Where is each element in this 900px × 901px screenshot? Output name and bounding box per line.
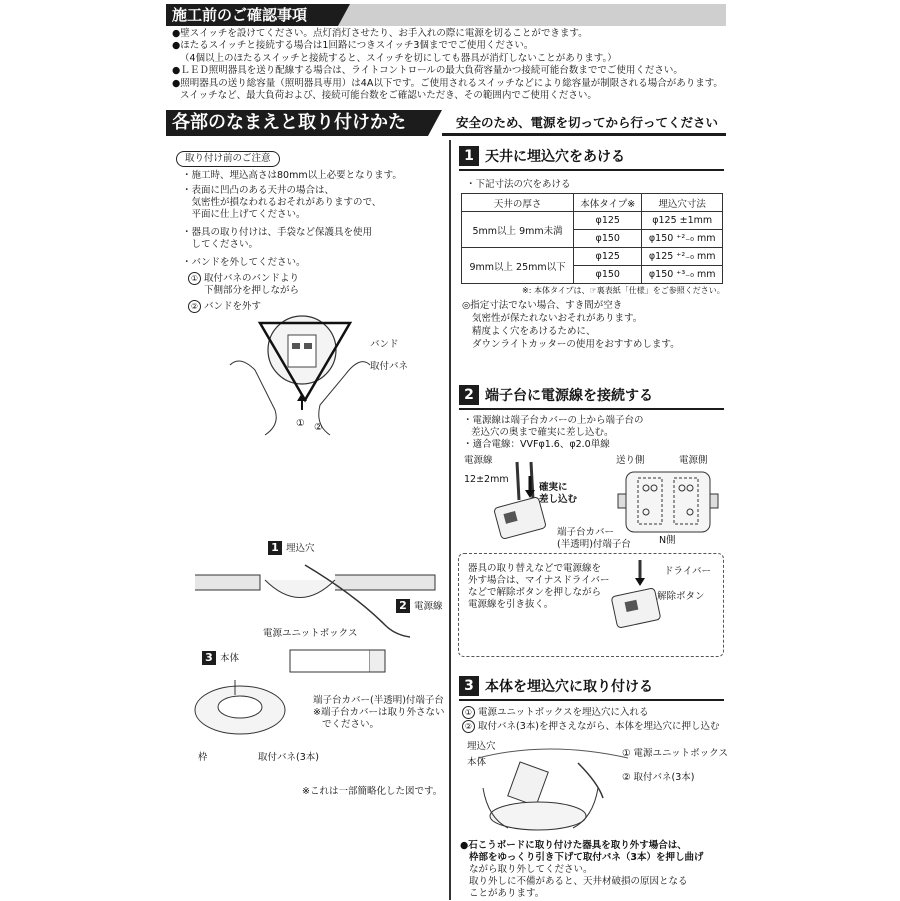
step3-line-2 [462,720,719,734]
label-cover-1: 端子台カバー(半透明)付端子台 [313,695,444,706]
table-row [462,212,723,230]
label-cover-2: ※端子台カバーは取り外さない [313,707,445,718]
step-text: 取付バネのバンドより [204,273,300,284]
heading-rule [459,699,724,701]
label-body: 本体 [467,757,487,768]
label-springs: 取付バネ(3本) [258,752,319,763]
step2-title: 端子台に電源線を接続する [485,388,653,404]
removal-warn-5: ことがあります。 [469,888,545,899]
label-cover-3: でください。 [322,719,380,730]
precheck-header [166,4,726,26]
caution-pill: 取り付け前のご注意 [176,151,280,167]
label-strip-length: 12±2mm [464,474,509,485]
cell-type: φ150 [574,230,642,248]
table-header-row [462,194,723,212]
step1-heading [459,146,724,168]
step2-line-3: ・適合電線：VVFφ1.6、φ2.0単線 [463,439,610,450]
main-header [166,110,726,136]
cell-type: φ125 [574,212,642,230]
precheck-line-1: ●壁スイッチを設けてください。点灯消灯させたり、お手入れの際に電源を切ることができます。 [172,28,588,39]
column-divider [449,140,451,900]
precheck-line-5: ●照明器具の送り総容量（照明器具専用）は4A以下です。ご使用されるスイッチなどにより総容量が制限される場合があります。 [172,78,723,89]
step2-line-1: ・電源線は端子台カバーの上から端子台の [463,415,644,426]
cell-hole: φ150 ⁺²₋₀ mm [642,230,723,248]
label-terminal-cover-2: (半透明)付端子台 [557,539,631,550]
tag-text: 電源線 [414,601,443,612]
band-step-1b: 下側部分を押しながら [204,285,300,296]
label-band: バンド [370,339,399,350]
label-feed-side: 送り側 [616,455,645,466]
step-text: バンドを外す [204,301,262,312]
insert-body-illustration [478,748,628,833]
label-spring: 取付バネ [370,361,409,372]
cell-type: φ150 [574,266,642,284]
removal-line-4: 電源線を引き抜く。 [468,599,554,610]
band-step-1a [188,272,299,286]
note-6: してください。 [182,239,259,250]
header-rule [442,133,726,136]
cell-hole: φ125 ⁺²₋₀ mm [642,248,723,266]
cell-thickness: 9mm以上 25mm以下 [462,248,574,284]
step1-number: 1 [459,146,479,166]
fig-num-1: ① [296,418,305,429]
step1-warn-1: ◎指定寸法でない場合、すき間が空き [462,300,623,311]
col-type: 本体タイプ※ [574,194,642,212]
note-7: ・バンドを外してください。 [182,257,306,268]
tag-number: 3 [202,651,216,665]
removal-warn-1: ●石こうボードに取り付けた器具を取り外す場合は、 [460,840,687,851]
col-thickness: 天井の厚さ [462,194,574,212]
step-number: ② [188,300,201,313]
label-terminal-cover-1: 端子台カバー [557,527,615,538]
step3-heading [459,676,724,698]
table-row [462,248,723,266]
precheck-line-4: ●ＬＥＤ照明器具を送り配線する場合は、ライトコントロールの最大負荷容量かつ接続可能台数まででご使用ください。 [172,65,683,76]
table-note: ※: 本体タイプは、☞裏表紙「仕様」をご参照ください。 [522,286,725,295]
removal-warn-4: 取り外しに不備があると、天井材破損の原因となる [469,876,688,887]
removal-line-3: などで解除ボタンを押しながら [468,587,602,598]
step-number: ① [188,272,201,285]
tag-text: 埋込穴 [286,543,315,554]
cell-type: φ125 [574,248,642,266]
precheck-line-3: （4個以上のほたるスイッチと接続すると、スイッチを切にしても器具が消灯しないことがあります。） [180,53,617,64]
step1-title: 天井に埋込穴をあける [485,149,625,165]
tag-wire [396,599,443,614]
tag-text: 本体 [220,653,240,664]
removal-warn-3: ながら取り外してください。 [469,864,593,875]
label-power-side: 電源側 [679,455,708,466]
label-hole: 埋込穴 [467,741,496,752]
step2-number: 2 [459,385,479,405]
label-insert-2: 差し込む [539,494,578,505]
step3-title: 本体を埋込穴に取り付ける [485,679,653,695]
label-n-side: N側 [659,535,676,546]
step3-line-1 [462,706,649,720]
tag-hole [268,541,315,556]
tag-number: 1 [268,541,282,555]
label-driver: ドライバー [664,566,712,577]
step-number: ② [462,720,475,733]
diagram-note: ※これは一部簡略化した図です。 [302,786,443,797]
precheck-title: 施工前のご確認事項 [166,4,338,26]
removal-line-1: 器具の取り替えなどで電源線を [468,563,602,574]
fig-num-2: ② [314,422,323,433]
step1-intro: ・下記寸法の穴をあける [466,179,571,190]
note-1: ・施工時、埋込高さは80mm以上必要となります。 [182,170,402,181]
main-title: 各部のなまえと取り付けかた [166,110,428,136]
step1-warn-2: 気密性が保たれないおそれがあります。 [472,313,643,324]
step3-number: 3 [459,676,479,696]
note-4: 平面に仕上げてください。 [182,209,306,220]
note-3: 気密性が損なわれるおそれがありますので、 [182,197,382,208]
label-psu-box: ① 電源ユニットボックス [622,748,729,759]
step-text: 取付バネ(3本)を押さえながら、本体を埋込穴に押し込む [478,721,720,732]
label-springs-3: ② 取付バネ(3本) [622,772,695,783]
note-5: ・器具の取り付けは、手袋など保護具を使用 [182,227,373,238]
tag-number: 2 [396,599,410,613]
removal-line-2: 外す場合は、マイナスドライバー [468,575,610,586]
note-2: ・表面に凹凸のある天井の場合は、 [182,185,335,196]
safety-subtitle: 安全のため、電源を切ってから行ってください [456,115,719,130]
band-removal-illustration [220,315,400,440]
col-hole: 埋込穴寸法 [642,194,723,212]
step2-heading [459,385,724,407]
label-psu: 電源ユニットボックス [263,628,358,639]
cell-hole: φ125 ±1mm [642,212,723,230]
band-step-2 [188,300,261,314]
precheck-line-6: スイッチなど、最大負荷および、接続可能台数をご確認いただき、その範囲内でご使用ください。 [180,90,597,101]
terminal-block-top-view [618,468,718,540]
step2-line-2: 差込穴の奥まで確実に差し込む。 [471,427,614,438]
tag-body [202,651,239,666]
hole-size-table [461,193,723,284]
precheck-line-2: ●ほたるスイッチと接続する場合は1回路につきスイッチ3個まででご使用ください。 [172,40,534,51]
step1-warn-4: ダウンライトカッターの使用をおすすめします。 [472,339,680,350]
heading-rule [459,169,724,171]
step-text: 電源ユニットボックスを埋込穴に入れる [478,707,649,718]
cell-thickness: 5mm以上 9mm未満 [462,212,574,248]
label-power-wire: 電源線 [464,455,493,466]
heading-rule [459,408,724,410]
cell-hole: φ150 ⁺³₋₀ mm [642,266,723,284]
step-number: ① [462,706,475,719]
label-insert-1: 確実に [539,482,568,493]
step1-warn-3: 精度よく穴をあけるために、 [472,326,596,337]
label-release-button: 解除ボタン [657,591,705,602]
label-frame: 枠 [198,752,208,763]
removal-warn-2: 枠部をゆっくり引き下げて取付バネ（3本）を押し曲げ [469,852,704,863]
